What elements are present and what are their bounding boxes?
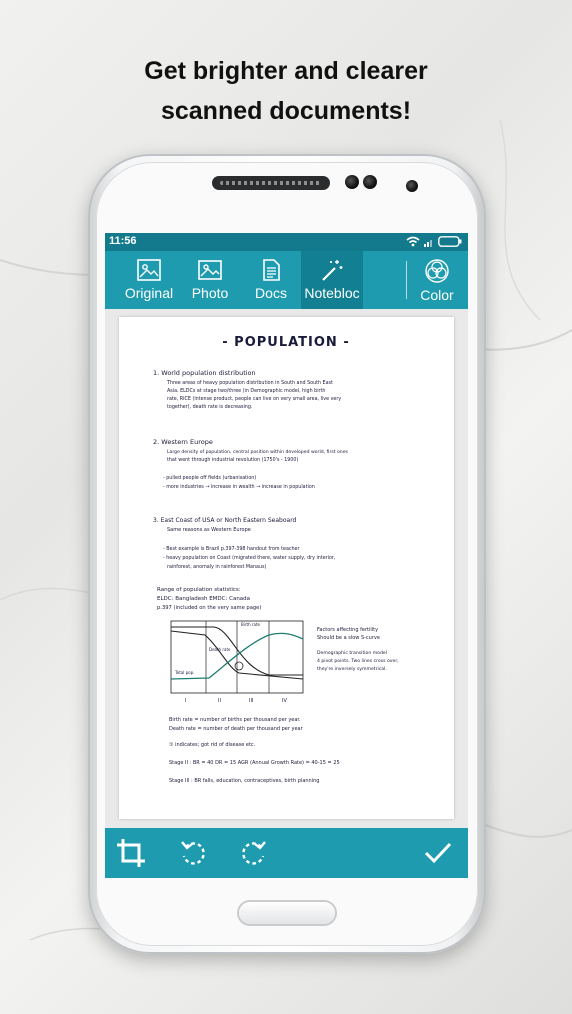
crop-button[interactable] (114, 837, 148, 869)
status-time: 11:56 (109, 235, 137, 247)
photo-icon (197, 258, 223, 282)
home-button[interactable] (239, 902, 335, 924)
filter-photo-button[interactable] (184, 251, 236, 309)
document-icon (260, 258, 282, 282)
confirm-button[interactable] (421, 837, 455, 869)
rotate-left-button[interactable] (176, 837, 210, 869)
graph-death-rate-label: Death rate (209, 647, 231, 652)
filter-original-label: Original (124, 285, 174, 301)
signal-icon (424, 237, 434, 247)
color-circles-icon (424, 258, 450, 284)
note-line: Demographic transition model (317, 651, 388, 656)
earpiece-speaker (212, 176, 330, 190)
note-line: - heavy population on Coast (migrated there, water supply, dry interior, (163, 556, 336, 561)
filter-docs-button[interactable] (247, 251, 295, 309)
note-line: that went through industrial revolution (1750's - 1900) (167, 458, 299, 463)
graph-total-pop-label: Total pop. (175, 670, 195, 675)
app-screen (105, 233, 468, 878)
note-line: Factors affecting fertility (317, 627, 379, 633)
filter-original-button[interactable] (118, 251, 180, 309)
note-line: - pulled people off fields (urbanisation) (163, 476, 257, 481)
filter-color-label: Color (420, 287, 454, 303)
sensor (363, 175, 377, 189)
status-bar (105, 233, 468, 251)
note-line: Asia. ELDCs at stage two/three (in Demographic model, high birth (167, 389, 326, 394)
note-line: Three areas of heavy population distribution in South and South East (167, 381, 333, 386)
note-line: Birth rate = number of births per thousand per year. (169, 717, 301, 723)
scanned-page[interactable] (119, 317, 454, 819)
crop-icon (115, 837, 147, 869)
note-line: - Best example is Brazil p.397-398 handout from teacher (163, 547, 300, 552)
image-frame-icon (136, 258, 162, 282)
filter-notebloc-button[interactable] (301, 251, 363, 309)
graph-stage-label: I (185, 698, 187, 704)
graph-birth-rate-label: Birth rate (241, 622, 260, 627)
rotate-left-icon (178, 838, 208, 868)
check-icon (423, 838, 453, 868)
headline-line-1: Get brighter and clearer (144, 57, 428, 85)
doc-title: - POPULATION - (222, 335, 350, 350)
note-line: Large density of population, central position within developed world, first ones (167, 450, 348, 455)
filter-photo-label: Photo (191, 285, 229, 301)
note-line: - more industries → increase in wealth → increase in population (163, 485, 315, 490)
note-line: Stage II : BR = 40 DR = 15 AGR (Annual Growth Rate) = 40-15 = 25 (169, 760, 340, 766)
front-camera (345, 175, 359, 189)
graph-stage-label: III (249, 698, 254, 704)
note-line: 2. Western Europe (153, 438, 213, 446)
note-line: 3. East Coast of USA or North Eastern Seaboard (153, 517, 297, 524)
magic-wand-icon (319, 258, 345, 282)
filter-notebloc-label: Notebloc (304, 285, 360, 301)
filter-toolbar (105, 251, 468, 309)
note-line: ① indicates; got rid of disease etc. (169, 742, 256, 748)
filter-docs-label: Docs (255, 285, 287, 301)
toolbar-divider (406, 261, 407, 299)
note-line: Should be a slow S-curve (317, 635, 380, 641)
transition-graph (171, 621, 303, 704)
rotate-right-icon (239, 838, 269, 868)
note-line: 4 pivot points. Two lines cross over, (317, 659, 399, 664)
proximity-sensor (406, 180, 418, 192)
note-line: Same reasons as Western Europe (167, 527, 251, 533)
status-icons (406, 236, 462, 247)
document-preview-area (105, 309, 468, 828)
note-line: rainforest, anomaly in rainforest Manaus) (167, 565, 267, 570)
note-line: Stage III : BR falls, education, contraceptives, birth planning (169, 778, 320, 784)
note-line: Death rate = number of death per thousand per year (169, 726, 303, 732)
note-line: Range of population statistics: (157, 587, 241, 593)
edit-action-bar (105, 828, 468, 878)
filter-color-button[interactable] (415, 251, 459, 309)
rotate-right-button[interactable] (237, 837, 271, 869)
note-line: together), death rate is decreasing. (167, 405, 253, 410)
wifi-icon (406, 236, 420, 247)
handwritten-notes (119, 317, 454, 819)
note-line: 1. World population distribution (153, 369, 256, 377)
note-line: ELDC: Bangladesh EMDC: Canada (157, 596, 251, 602)
graph-stage-label: IV (282, 698, 287, 704)
graph-stage-label: II (218, 698, 221, 704)
note-line: they're inversely symmetrical. (317, 667, 387, 672)
note-line: rate, RICE (intense product, people can live on very small area, live very (167, 397, 342, 402)
headline-line-2: scanned documents! (160, 97, 412, 125)
battery-icon (438, 236, 462, 247)
note-line: p.397 (included on the very same page) (157, 605, 262, 611)
